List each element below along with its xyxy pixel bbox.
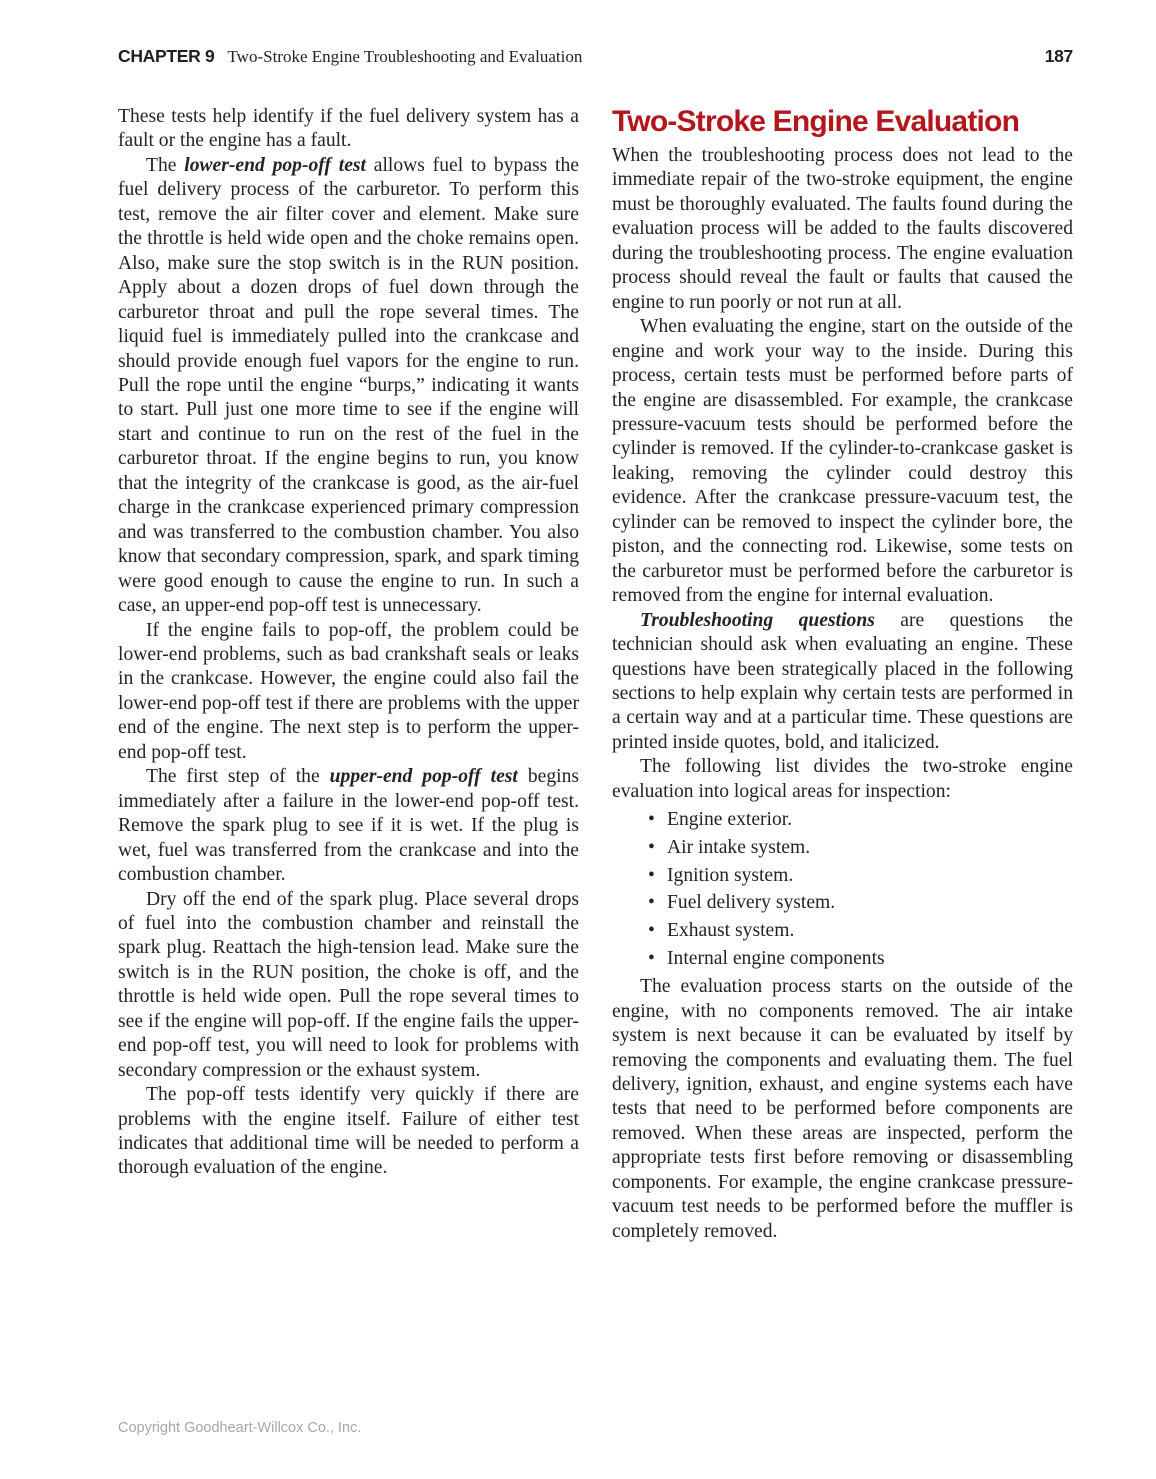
paragraph [118,765,579,887]
text-columns [118,105,1073,1244]
paragraph [612,755,1073,804]
key-term: upper-end pop-off test [329,766,518,788]
page-number: 187 [1044,46,1073,66]
chapter-kicker: CHAPTER 9 [118,46,215,66]
chapter-title: Two-Stroke Engine Troubleshooting and Evaluation [227,47,583,66]
key-term: lower-end pop-off test [184,154,366,176]
list-item [648,834,1073,862]
list-item-label: Internal engine components [667,948,885,970]
copyright-notice: Copyright Goodheart-Willcox Co., Inc. [118,1420,362,1436]
key-term: Troubleshooting questions [640,609,875,631]
section-heading: Two-Stroke Engine Evaluation [612,105,1020,138]
running-head [118,46,1073,67]
right-column [612,105,1073,1244]
left-column [118,105,579,1244]
text-run: When evaluating the engine, start on the outside of the engine and work your way to the inside. During this process, certain tests must be performed before parts of the engine are disassembled. For example, the crankcase pressure-vacuum tests should be performed before the cylinder is removed. If the cylinder-to-crankcase gasket is leaking, removing the cylinder could destroy this evidence. After the crankcase pressure-vacuum test, the cylinder can be removed to inspect the cylinder bore, the piston, and the connecting rod. Likewise, some tests on the carburetor must be performed before the carburetor is removed from the engine for internal evaluation. [612,316,1073,607]
bullet-icon: • [648,808,655,830]
bullet-icon: • [648,948,655,970]
paragraph [118,105,579,154]
paragraph [118,619,579,766]
list-item [648,890,1073,918]
list-item-label: Fuel delivery system. [667,892,836,914]
text-run: When the troubleshooting process does not lead to the immediate repair of the two-stroke equipment, the engine must be thoroughly evaluated. The faults found during the evaluation process will be added to the faults discovered during the troubleshooting process. The engine evaluation process should reveal the fault or faults that caused the engine to run poorly or not run at all. [612,145,1073,313]
bullet-icon: • [648,836,655,858]
paragraph [612,315,1073,608]
list-item [648,806,1073,834]
paragraph [118,154,579,619]
text-run: begins immediately after a failure in the lower-end pop-off test. Remove the spark plug to see if it is wet. If the plug is wet, fuel was transferred from the crankcase and into the combustion chamber. [118,766,579,886]
paragraph [612,975,1073,1244]
text-run: are questions the technician should ask when evaluating an engine. These questions have been strategically placed in the following sections to help explain why certain tests are performed in a certain way and at a particular time. These questions are printed inside quotes, bold, and italicized. [612,609,1073,753]
list-item [648,945,1073,973]
text-run: The pop-off tests identify very quickly if there are problems with the engine itself. Failure of either test indicates that additional time will be needed to perform a thorough evaluation of the engine. [118,1084,579,1179]
text-run: The first step of the [146,766,330,788]
paragraph [118,888,579,1084]
list-item-label: Ignition system. [667,864,794,886]
text-run: Dry off the end of the spark plug. Place several drops of fuel into the combustion chamber and reinstall the spark plug. Reattach the high-tension lead. Make sure the switch is in the RUN position, the choke is off, and the throttle is held wide open. Pull the rope several times to see if the engine will pop-off. If the engine fails the upper-end pop-off test, you will need to look for problems with secondary compression or the exhaust system. [118,888,579,1081]
bullet-icon: • [648,920,655,942]
text-run: These tests help identify if the fuel delivery system has a fault or the engine has a fault. [118,106,579,152]
text-run: The following list divides the two-stroke engine evaluation into logical areas for inspection: [612,756,1073,802]
text-run: The evaluation process starts on the outside of the engine, with no components removed. The air intake system is next because it can be evaluated by itself by removing the components and evaluating them. The fuel delivery, ignition, exhaust, and engine systems each have tests that need to be performed before components are removed. When these areas are inspected, perform the appropriate tests first before removing or disassembling components. For example, the engine crankcase pressure-vacuum test needs to be performed before the muffler is completely removed. [612,976,1073,1242]
text-run: If the engine fails to pop-off, the problem could be lower-end problems, such as bad crankshaft seals or leaks in the crankcase. However, the engine could also fail the lower-end pop-off test if there are problems with the upper end of the engine. The next step is to perform the upper-end pop-off test. [118,619,579,763]
bullet-icon: • [648,892,655,914]
text-run: allows fuel to bypass the fuel delivery process of the carburetor. To perform this test, remove the air filter cover and element. Make sure the throttle is held wide open and the choke remains open. Also, make sure the stop switch is in the RUN position. Apply about a dozen drops of fuel down through the carburetor throat and pull the rope several times. The liquid fuel is immediately pulled into the crankcase and should provide enough fuel vapors for the engine to run. Pull the rope until the engine “burps,” indicating it wants to start. Pull just one more time to see if the engine will start and continue to run on the rest of the fuel in the carburetor throat. If the engine begins to run, you know that the integrity of the crankcase is good, as the air-fuel charge in the crankcase experienced primary compression and was transferred to the combustion chamber. You also know that secondary compression, spark, and spark timing were good enough to cause the engine to run. In such a case, an upper-end pop-off test is unnecessary. [118,154,579,617]
paragraph [612,609,1073,756]
list-item-label: Air intake system. [667,836,811,858]
list-item-label: Engine exterior. [667,808,793,830]
list-item [648,862,1073,890]
text-run: The [146,154,185,176]
paragraph [612,144,1073,315]
inspection-areas-list [612,806,1073,973]
bullet-icon: • [648,864,655,886]
list-item [648,918,1073,946]
list-item-label: Exhaust system. [667,920,795,942]
paragraph [118,1083,579,1181]
